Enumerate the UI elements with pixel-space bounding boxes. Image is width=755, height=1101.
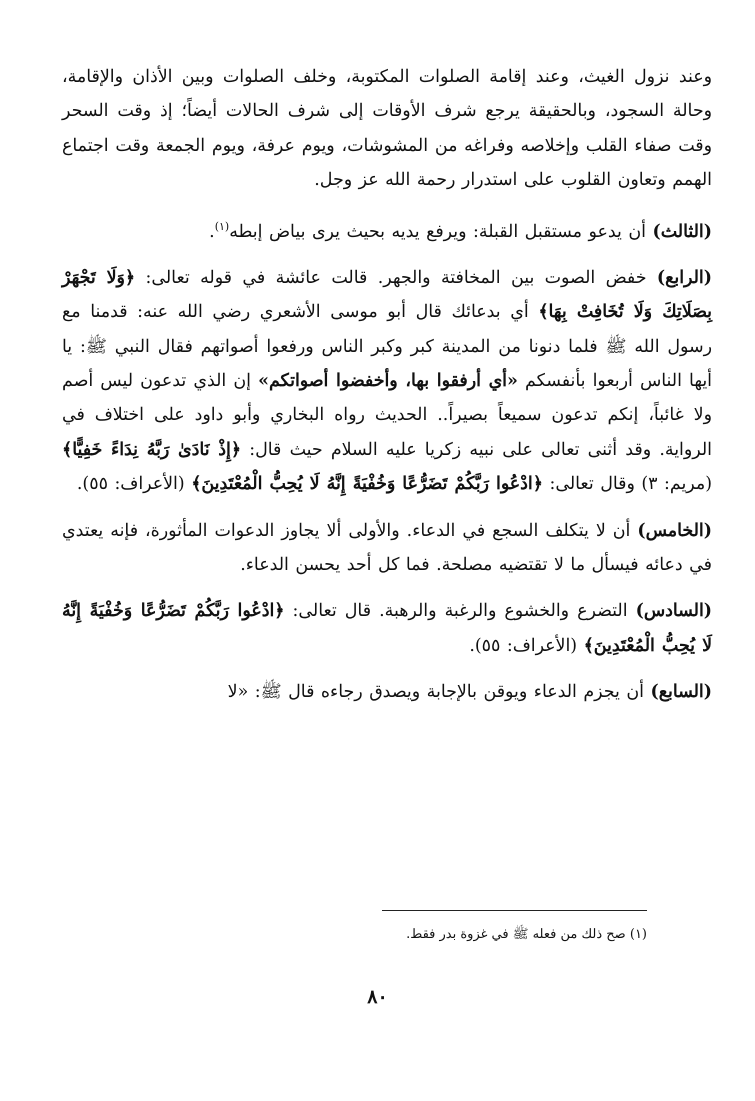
- paragraph-sixth: [62, 594, 712, 663]
- footnote-ref: (١): [214, 219, 230, 233]
- page-number: ٨٠: [367, 986, 388, 1008]
- text-run: (مريم: ٣) وقال تعالى:: [542, 474, 712, 495]
- paragraph-fifth: [62, 514, 712, 583]
- text-run: وعند نزول الغيث، وعند إقامة الصلوات المكتوبة، وخلف الصلوات وبين الأذان والإقامة، وحالة السجود، وبالحقيقة يرجع شرف الأوقات إلى شرف الحالات أيضاً؛ إذ وقت السحر وقت صفاء القلب وإخلاصه وفراغه من المشوشات، ويوم عرفة، ويوم الجمعة وقت اجتماع الهمم وتعاون القلوب على استدرار رحمة الله عز وجل.: [62, 67, 712, 191]
- paragraph-fourth: [62, 261, 712, 502]
- paragraph-third: [62, 210, 712, 249]
- section-label: (الثالث): [652, 221, 712, 242]
- quran-verse: ﴿وَلَا تَجْهَرْ بِصَلَاتِكَ وَلَا تُخَافِتْ بِهَا﴾: [62, 267, 713, 323]
- text-run: .: [209, 221, 215, 242]
- text-run: (الأعراف: ٥٥).: [469, 635, 584, 656]
- text-run: أي بدعائك قال أبو موسى الأشعري رضي الله عنه: قدمنا مع رسول الله ﷺ فلما دنونا من المدينة كبر وكبر الناس ورفعوا أصواتهم فقال النبي ﷺ: يا أيها الناس أربعوا بأنفسكم: [62, 302, 713, 392]
- hadith-quote: «أي أرفقوا بها، وأخفضوا أصواتكم»: [258, 371, 518, 392]
- quran-verse: ﴿إِذْ نَادَىٰ رَبَّهُ نِدَاءً خَفِيًّا﴾: [62, 439, 242, 460]
- text-run: التضرع والخشوع والرغبة والرهبة. قال تعالى:: [284, 601, 636, 622]
- footnote-divider: [382, 910, 647, 911]
- footnote: (١) صح ذلك من فعله ﷺ في غزوة بدر فقط.: [406, 927, 647, 942]
- quran-verse: ﴿ادْعُوا رَبَّكُمْ تَضَرُّعًا وَخُفْيَةً إِنَّهُ لَا يُحِبُّ الْمُعْتَدِينَ﴾: [191, 474, 543, 495]
- section-label: (السابع): [650, 682, 712, 703]
- text-run: خفض الصوت بين المخافتة والجهر. قالت عائشة في قوله تعالى:: [135, 267, 657, 288]
- text-run: أن يجزم الدعاء ويوقن بالإجابة ويصدق رجاءه قال ﷺ: «لا: [227, 682, 651, 703]
- page-body: [62, 60, 712, 710]
- quran-verse: ﴿ادْعُوا رَبَّكُمْ تَضَرُّعًا وَخُفْيَةً إِنَّهُ لَا يُحِبُّ الْمُعْتَدِينَ﴾: [62, 601, 712, 656]
- text-run: إن الذي تدعون ليس أصم ولا غائباً، إنكم تدعون سميعاً بصيراً.. الحديث رواه البخاري وأبو داود على اختلاف في الرواية. وقد أثنى تعالى على نبيه زكريا عليه السلام حيث قال:: [62, 371, 712, 460]
- section-label: (السادس): [635, 601, 713, 622]
- section-label: (الخامس): [637, 520, 712, 541]
- paragraph-intro: [62, 60, 712, 198]
- text-run: (الأعراف: ٥٥).: [76, 474, 192, 495]
- text-run: أن يدعو مستقبل القبلة: ويرفع يديه بحيث يرى بياض إبطه: [229, 221, 653, 242]
- section-label: (الرابع): [656, 267, 712, 288]
- text-run: أن لا يتكلف السجع في الدعاء. والأولى ألا يجاوز الدعوات المأثورة، فإنه يعتدي في دعائه فيسأل ما لا تقتضيه مصلحة. فما كل أحد يحسن الدعاء.: [62, 520, 712, 576]
- paragraph-seventh: [62, 675, 712, 709]
